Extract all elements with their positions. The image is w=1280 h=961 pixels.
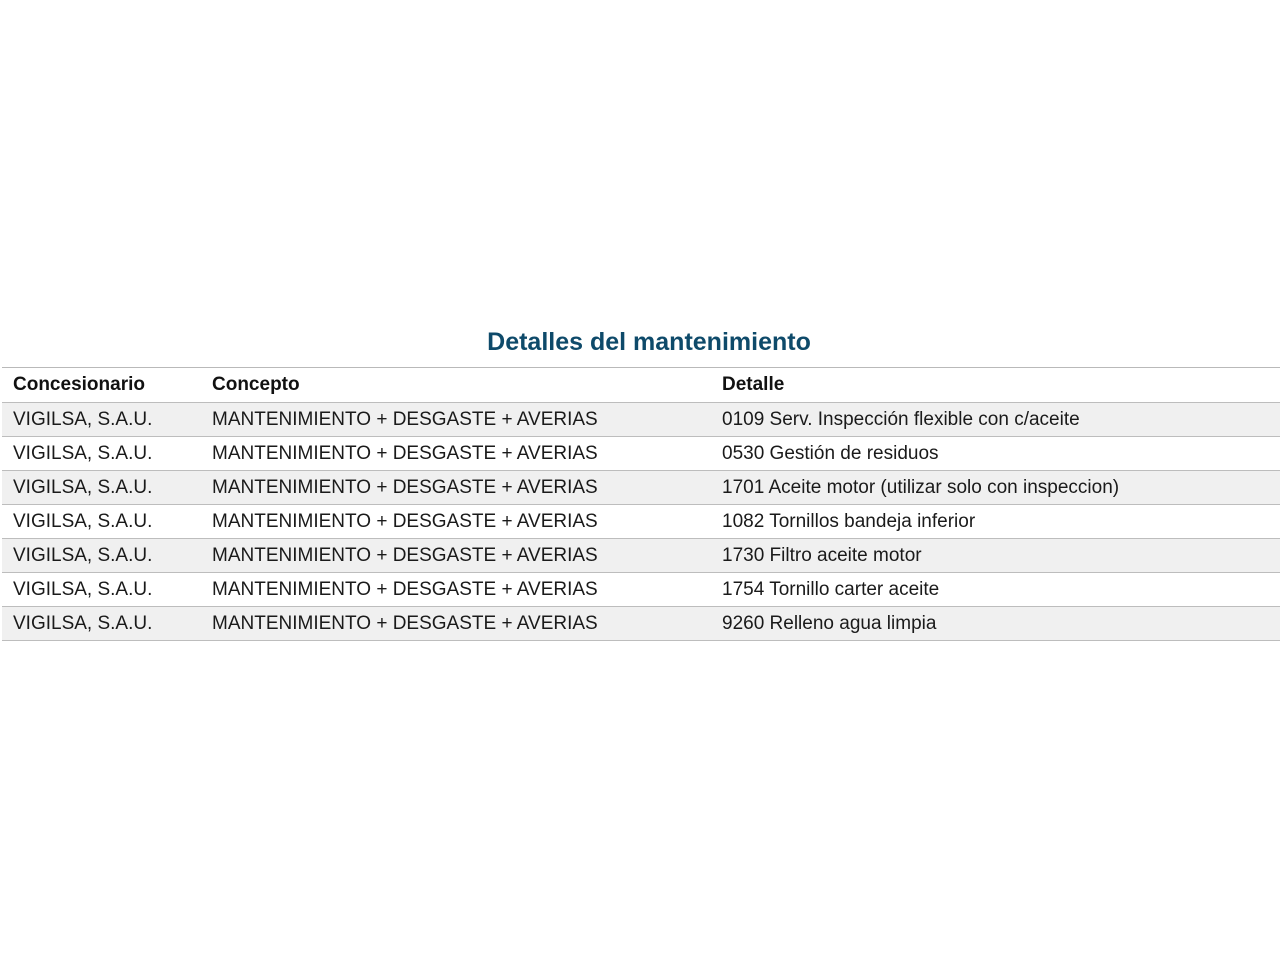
cell-concepto: MANTENIMIENTO + DESGASTE + AVERIAS (212, 408, 598, 430)
cell-concepto: MANTENIMIENTO + DESGASTE + AVERIAS (212, 578, 598, 600)
page-title: Detalles del mantenimiento (487, 327, 811, 356)
column-header-concepto: Concepto (212, 374, 300, 395)
table-row (2, 403, 1280, 437)
cell-concesionario: VIGILSA, S.A.U. (13, 544, 153, 566)
cell-concesionario: VIGILSA, S.A.U. (13, 442, 153, 464)
table-row (2, 607, 1280, 641)
cell-concesionario: VIGILSA, S.A.U. (13, 510, 153, 532)
cell-detalle: 1082 Tornillos bandeja inferior (722, 510, 976, 532)
cell-detalle: 0530 Gestión de residuos (722, 442, 939, 464)
table-row (2, 437, 1280, 471)
cell-concepto: MANTENIMIENTO + DESGASTE + AVERIAS (212, 510, 598, 532)
cell-concepto: MANTENIMIENTO + DESGASTE + AVERIAS (212, 544, 598, 566)
cell-detalle: 0109 Serv. Inspección flexible con c/aceite (722, 408, 1080, 430)
table-row (2, 539, 1280, 573)
cell-detalle: 9260 Relleno agua limpia (722, 612, 937, 634)
cell-concesionario: VIGILSA, S.A.U. (13, 408, 153, 430)
cell-concepto: MANTENIMIENTO + DESGASTE + AVERIAS (212, 442, 598, 464)
table-header-row (2, 368, 1280, 403)
column-header-detalle: Detalle (722, 374, 785, 395)
table-row (2, 471, 1280, 505)
cell-concepto: MANTENIMIENTO + DESGASTE + AVERIAS (212, 612, 598, 634)
cell-detalle: 1701 Aceite motor (utilizar solo con inspeccion) (722, 476, 1120, 498)
table-row (2, 573, 1280, 607)
cell-concesionario: VIGILSA, S.A.U. (13, 578, 153, 600)
cell-detalle: 1730 Filtro aceite motor (722, 544, 922, 566)
cell-detalle: 1754 Tornillo carter aceite (722, 578, 940, 600)
cell-concesionario: VIGILSA, S.A.U. (13, 476, 153, 498)
cell-concesionario: VIGILSA, S.A.U. (13, 612, 153, 634)
column-header-concesionario: Concesionario (13, 374, 145, 395)
cell-concepto: MANTENIMIENTO + DESGASTE + AVERIAS (212, 476, 598, 498)
table-row (2, 505, 1280, 539)
maintenance-table (2, 367, 1280, 641)
